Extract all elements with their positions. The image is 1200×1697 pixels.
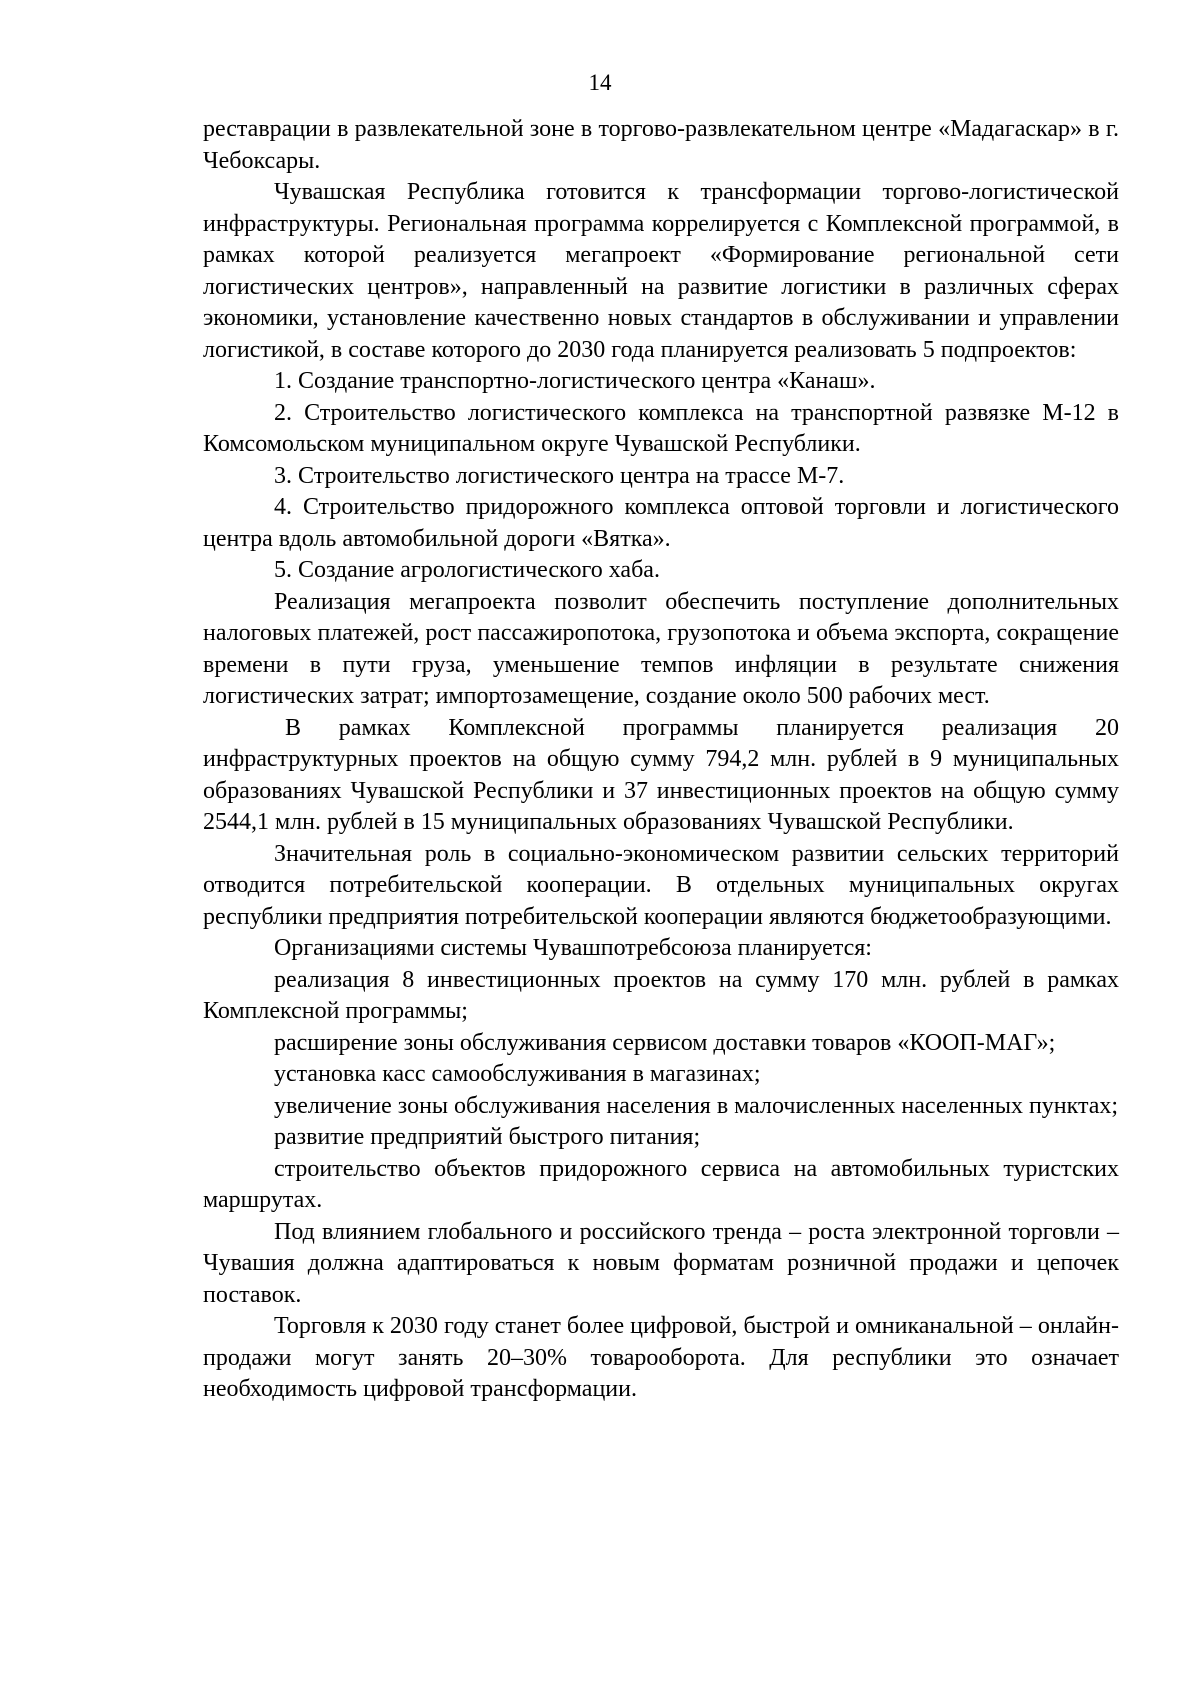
list-item: развитие предприятий быстрого питания;: [274, 1124, 701, 1150]
paragraph: Чувашская Республика готовится к трансформации торгово-логистической инфраструктуры. Региональная программа коррелируется с Комплексной программой, в рамках которой реализуется мегапроект «Формирование региональной сети логистических центров», направленный на развитие логистики в различных сферах экономики, установление качественно новых стандартов в обслуживании и управлении логистикой, в составе которого до 2030 года планируется реализовать 5 подпроектов:: [203, 179, 1119, 363]
list-item: увеличение зоны обслуживания населения в малочисленных населенных пунктах;: [274, 1092, 1119, 1119]
list-item: 5. Создание агрологистического хаба.: [274, 557, 660, 583]
paragraph: Торговля к 2030 году станет более цифровой, быстрой и омниканальной – онлайн-продажи могут занять 20–30% товарооборота. Для республики это означает необходимость цифровой трансформации.: [203, 1313, 1119, 1402]
document-body: [203, 114, 1119, 1406]
list-item: 4. Строительство придорожного комплекса оптовой торговли и логистического центра вдоль автомобильной дороги «Вятка».: [203, 494, 1119, 552]
list-item: 3. Строительство логистического центра на трассе М-7.: [274, 462, 845, 489]
paragraph: реставрации в развлекательной зоне в торгово-развлекательном центре «Мадагаскар» в г. Чебоксары.: [203, 116, 1119, 174]
list-item: реализация 8 инвестиционных проектов на сумму 170 млн. рублей в рамках Комплексной программы;: [203, 966, 1119, 1024]
list-item: 2. Строительство логистического комплекса на транспортной развязке М-12 в Комсомольском муниципальном округе Чувашской Республики.: [203, 399, 1119, 457]
page-number: 14: [588, 70, 612, 95]
paragraph: Под влиянием глобального и российского тренда – роста электронной торговли – Чувашия должна адаптироваться к новым форматам розничной продажи и цепочек поставок.: [203, 1218, 1119, 1308]
list-item: строительство объектов придорожного сервиса на автомобильных туристских маршрутах.: [203, 1155, 1119, 1213]
list-item: установка касс самообслуживания в магазинах;: [274, 1061, 761, 1087]
paragraph: Значительная роль в социально-экономическом развитии сельских территорий отводится потребительской кооперации. В отдельных муниципальных округах республики предприятия потребительской кооперации являются бюджетообразующими.: [203, 840, 1119, 930]
list-item: 1. Создание транспортно-логистического центра «Канаш».: [274, 368, 876, 394]
paragraph: Организациями системы Чувашпотребсоюза планируется:: [274, 935, 872, 961]
paragraph: В рамках Комплексной программы планируется реализация 20 инфраструктурных проектов на общую сумму 794,2 млн. рублей в 9 муниципальных образованиях Чувашской Республики и 37 инвестиционных проектов на общую сумму 2544,1 млн. рублей в 15 муниципальных образованиях Чувашской Республики.: [203, 714, 1119, 835]
list-item: расширение зоны обслуживания сервисом доставки товаров «КООП-МАГ»;: [274, 1029, 1056, 1056]
paragraph: Реализация мегапроекта позволит обеспечить поступление дополнительных налоговых платежей, рост пассажиропотока, грузопотока и объема экспорта, сокращение времени в пути груза, уменьшение темпов инфляции в результате снижения логистических затрат; импортозамещение, создание около 500 рабочих мест.: [203, 588, 1119, 709]
